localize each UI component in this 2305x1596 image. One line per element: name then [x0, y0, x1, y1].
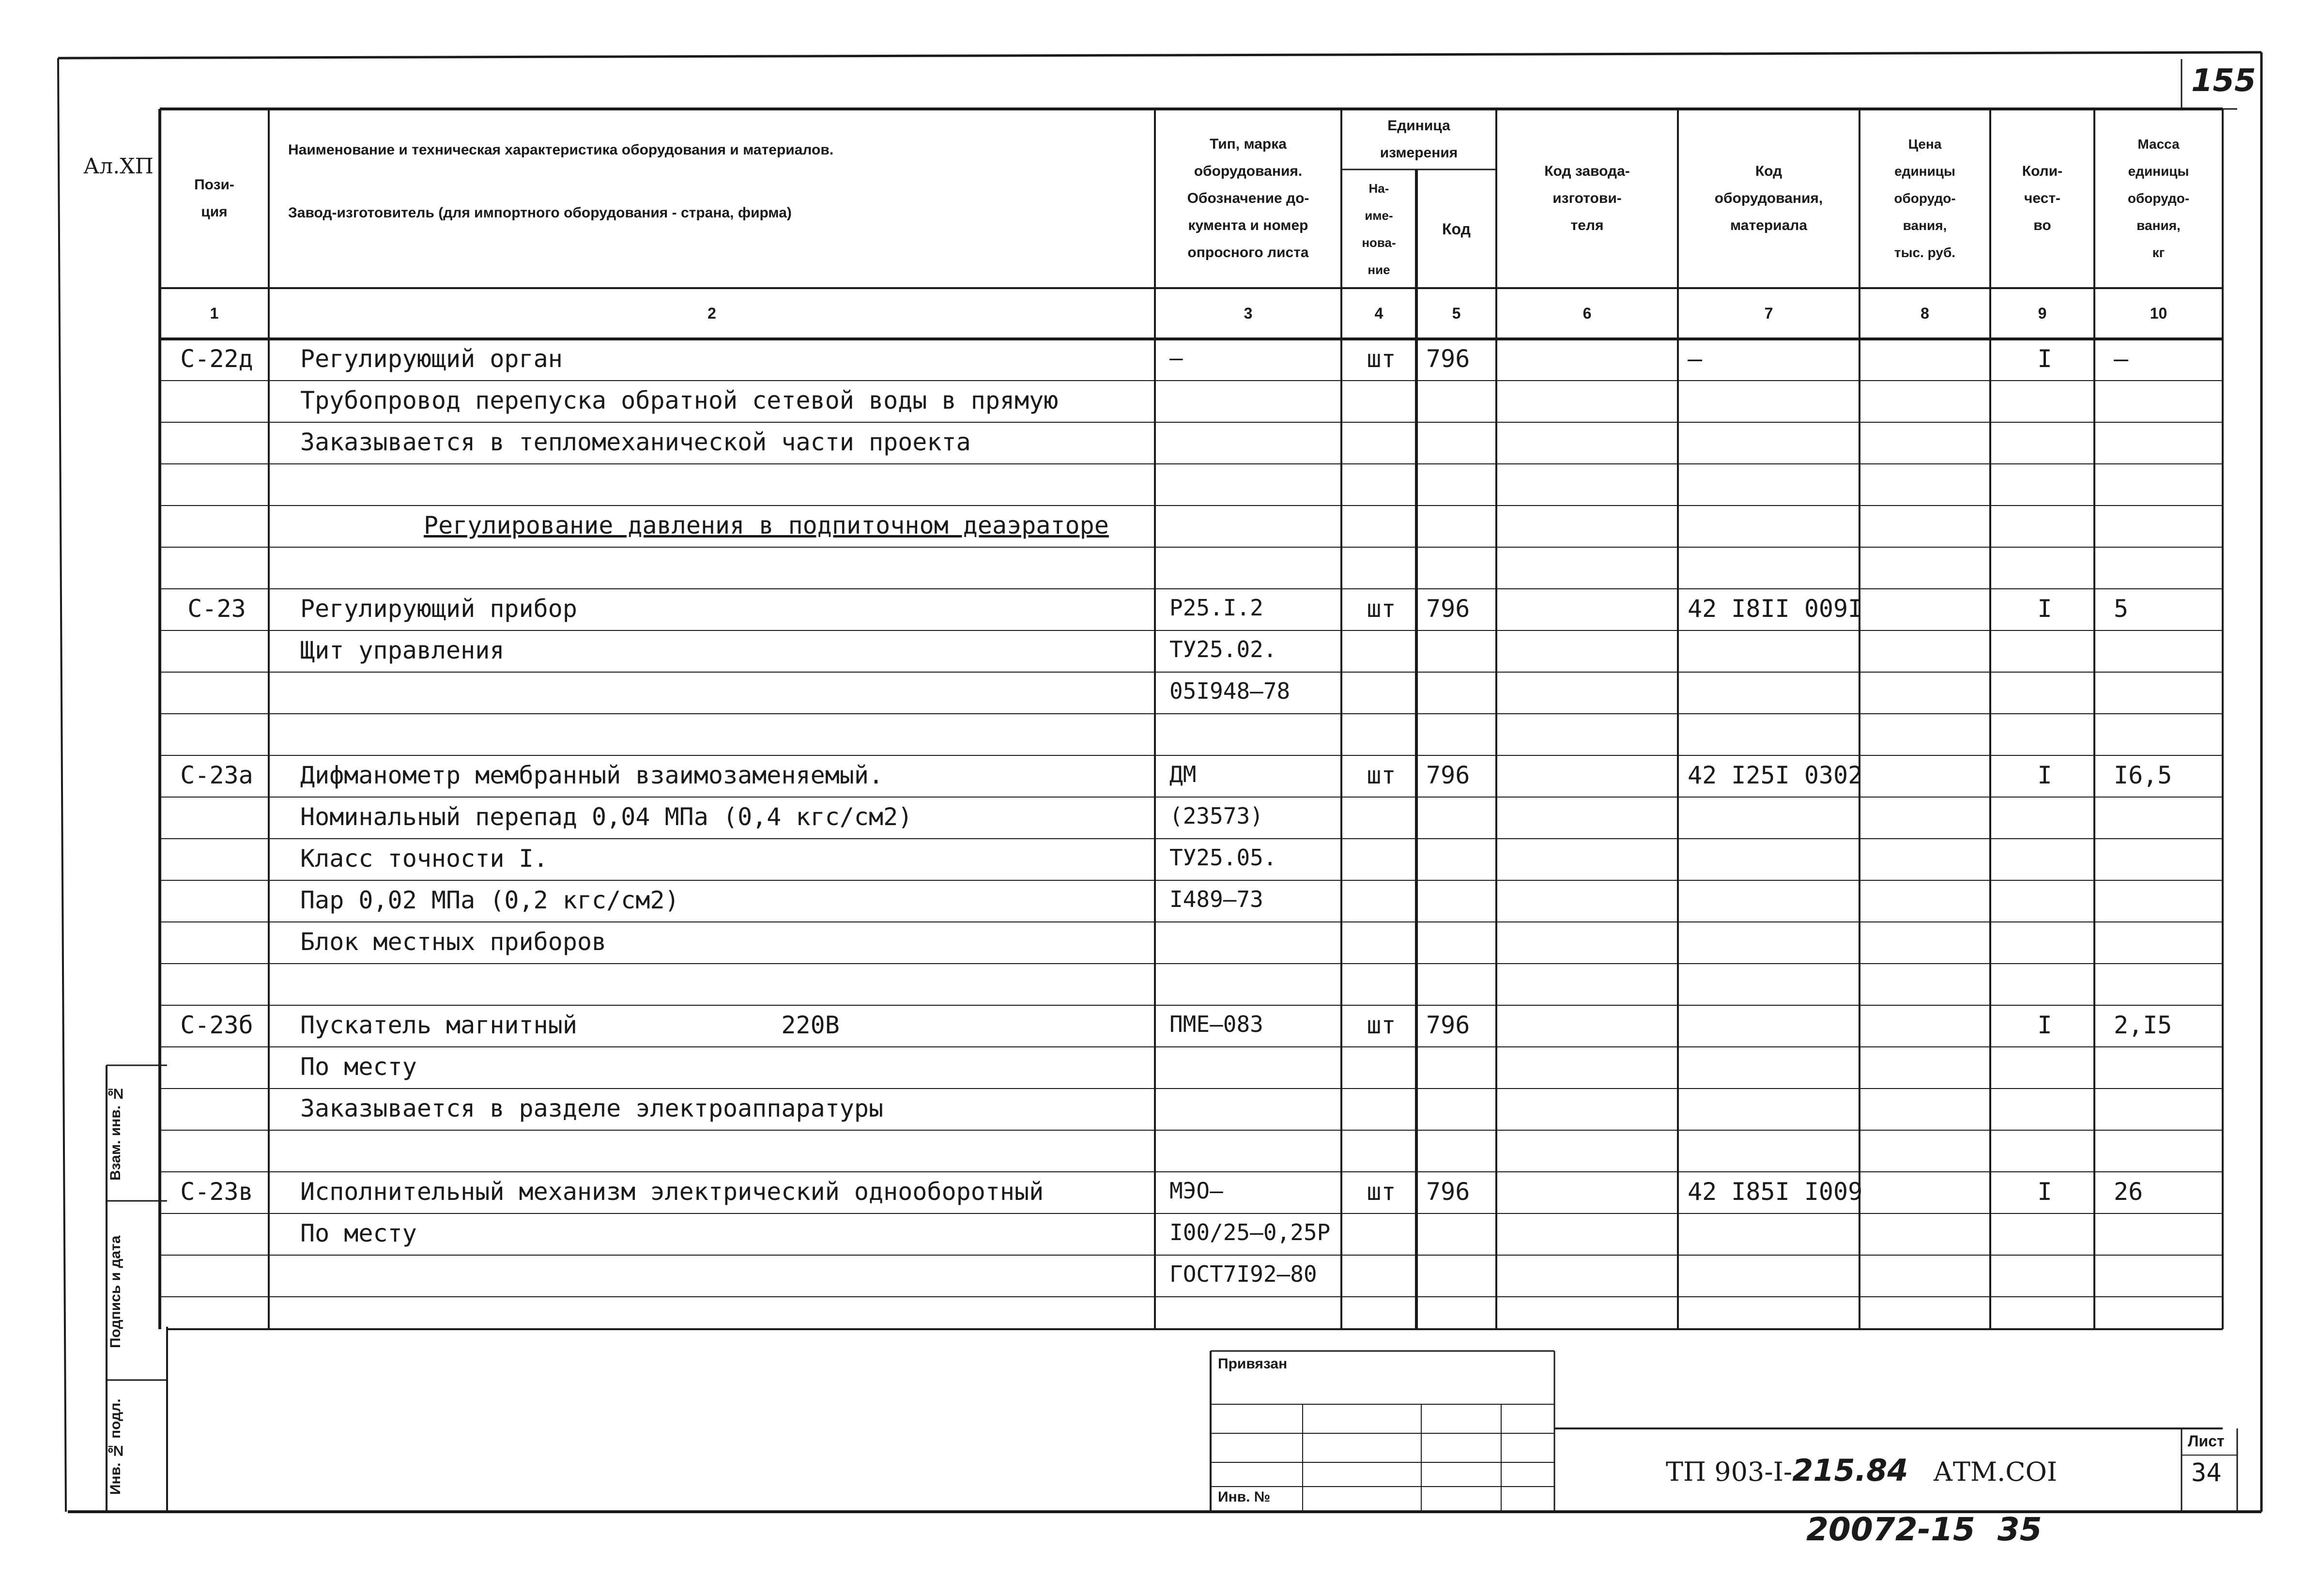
cell-name: Заказывается в разделе электроаппаратуры: [300, 1094, 884, 1122]
cell-type: ТУ25.05.: [1169, 844, 1277, 871]
header-position: Пози- ция: [194, 177, 234, 220]
column-number: 7: [1764, 305, 1773, 322]
cell-mass: 2,I5: [2114, 1011, 2172, 1039]
cell-unit-name: шт: [1367, 1011, 1396, 1039]
column-number: 8: [1921, 305, 1929, 322]
cell-mass: 26: [2114, 1178, 2143, 1206]
cell-equipment-code: 42 I8II 009I: [1688, 595, 1863, 623]
cell-equipment-code: –: [1688, 345, 1703, 373]
cell-position: С-23: [187, 595, 246, 623]
cell-mass: I6,5: [2114, 761, 2172, 789]
cell-type: I489–73: [1169, 886, 1263, 912]
cell-unit-code: 796: [1426, 1178, 1470, 1206]
cell-unit-name: шт: [1367, 761, 1396, 789]
cell-name: Класс точности I.: [300, 844, 548, 873]
column-number: 3: [1244, 305, 1253, 322]
cell-name: Щит управления: [300, 636, 505, 664]
side-stamp-vzam: Взам. инв. №: [108, 1085, 123, 1181]
cell-type: I00/25–0,25Р: [1169, 1219, 1331, 1245]
cell-name: Блок местных приборов: [300, 928, 607, 956]
document-code-handwritten: 215.84: [1792, 1453, 1908, 1488]
cell-unit-code: 796: [1426, 345, 1470, 373]
sheet-label: Ал.ХП: [83, 154, 154, 179]
cell-unit-code: 796: [1426, 595, 1470, 623]
header-factory-code: Код завода- изготови- теля: [1544, 163, 1630, 233]
stamp-privyazan: Привязан: [1218, 1356, 1288, 1372]
cell-type: 05I948–78: [1169, 678, 1291, 704]
cell-equipment-code: 42 I85I I009: [1688, 1178, 1863, 1206]
header-unit: Единица измерения: [1380, 117, 1458, 161]
cell-name: Пускатель магнитный 220В: [300, 1011, 840, 1039]
column-number: 6: [1583, 305, 1592, 322]
cell-type: МЭО–: [1169, 1178, 1223, 1204]
stamp-inv-no: Инв. №: [1218, 1489, 1271, 1505]
cell-position: С-23б: [180, 1011, 253, 1039]
document-code: [1666, 1453, 2057, 1488]
cell-name: Дифманометр мембранный взаимозаменяемый.: [300, 761, 884, 789]
header-type: Тип, марка оборудования. Обозначение до- кумента и номер опросного листа: [1187, 136, 1309, 261]
cell-mass: –: [2114, 345, 2129, 373]
column-number: 10: [2150, 305, 2167, 322]
cell-position: С-23а: [180, 761, 253, 789]
column-number: 5: [1452, 305, 1461, 322]
side-stamp-inv: Инв. № подл.: [108, 1398, 123, 1495]
cell-type: Р25.I.2: [1169, 595, 1263, 621]
cell-unit-code: 796: [1426, 761, 1470, 789]
column-number: 9: [2038, 305, 2047, 322]
cell-type: –: [1169, 345, 1183, 371]
cell-name: По месту: [300, 1053, 417, 1081]
cell-name: Исполнительный механизм электрический однооборотный: [300, 1178, 1044, 1206]
header-manufacturer: Завод-изготовитель (для импортного оборудования - страна, фирма): [288, 205, 792, 221]
cell-quantity: I: [2037, 761, 2052, 789]
cell-unit-name: шт: [1367, 1178, 1396, 1206]
corner-page-number: 155: [2191, 63, 2256, 99]
cell-type: ДМ: [1169, 761, 1197, 787]
cell-equipment-code: 42 I25I 0302: [1688, 761, 1863, 789]
side-stamp-podpis: Подпись и дата: [108, 1235, 123, 1348]
sheet-list-number: 34: [2191, 1458, 2222, 1488]
sheet-list-label: Лист: [2188, 1432, 2225, 1450]
cell-quantity: I: [2037, 595, 2052, 623]
header-price: Цена единицы оборудо- вания, тыс. руб.: [1894, 137, 1956, 260]
cell-mass: 5: [2114, 595, 2129, 623]
cell-type: ПМЕ–083: [1169, 1011, 1263, 1037]
header-unit-name: На- име- нова- ние: [1362, 181, 1396, 277]
cell-quantity: I: [2037, 1178, 2052, 1206]
footer-handwritten-number: 20072-15 35: [1806, 1511, 2042, 1548]
cell-name: Регулирование давления в подпиточном деаэраторе: [424, 511, 1109, 539]
cell-type: (23573): [1169, 803, 1263, 829]
cell-name: Регулирующий орган: [300, 345, 563, 373]
cell-unit-name: шт: [1367, 345, 1396, 373]
cell-name: Заказывается в тепломеханической части проекта: [300, 428, 971, 456]
column-number: 1: [210, 305, 219, 322]
document-code-prefix: ТП 903-I-: [1666, 1457, 1793, 1487]
cell-type: ГОСТ7I92–80: [1169, 1261, 1317, 1287]
cell-name: Трубопровод перепуска обратной сетевой воды в прямую: [300, 386, 1059, 414]
cell-unit-code: 796: [1426, 1011, 1470, 1039]
cell-name: Пар 0,02 МПа (0,2 кгс/см2): [300, 886, 679, 914]
cell-type: ТУ25.02.: [1169, 636, 1277, 662]
cell-position: С-22д: [180, 345, 253, 373]
cell-name: Номинальный перепад 0,04 МПа (0,4 кгс/см2): [300, 803, 913, 831]
header-unit-code: Код: [1442, 220, 1471, 238]
cell-quantity: I: [2037, 1011, 2052, 1039]
cell-unit-name: шт: [1367, 595, 1396, 623]
header-quantity: Коли- чест- во: [2022, 163, 2063, 233]
column-number: 2: [707, 305, 716, 322]
header-mass: Масса единицы оборудо- вания, кг: [2127, 137, 2190, 260]
header-name: Наименование и техническая характеристика оборудования и материалов.: [288, 142, 834, 158]
header-equipment-code: Код оборудования, материала: [1714, 163, 1823, 233]
cell-quantity: I: [2037, 345, 2052, 373]
document-code-suffix: АТМ.СОI: [1933, 1457, 2058, 1487]
cell-name: Регулирующий прибор: [300, 595, 577, 623]
column-number: 4: [1374, 305, 1383, 322]
cell-name: По месту: [300, 1219, 417, 1247]
cell-position: С-23в: [180, 1178, 253, 1206]
